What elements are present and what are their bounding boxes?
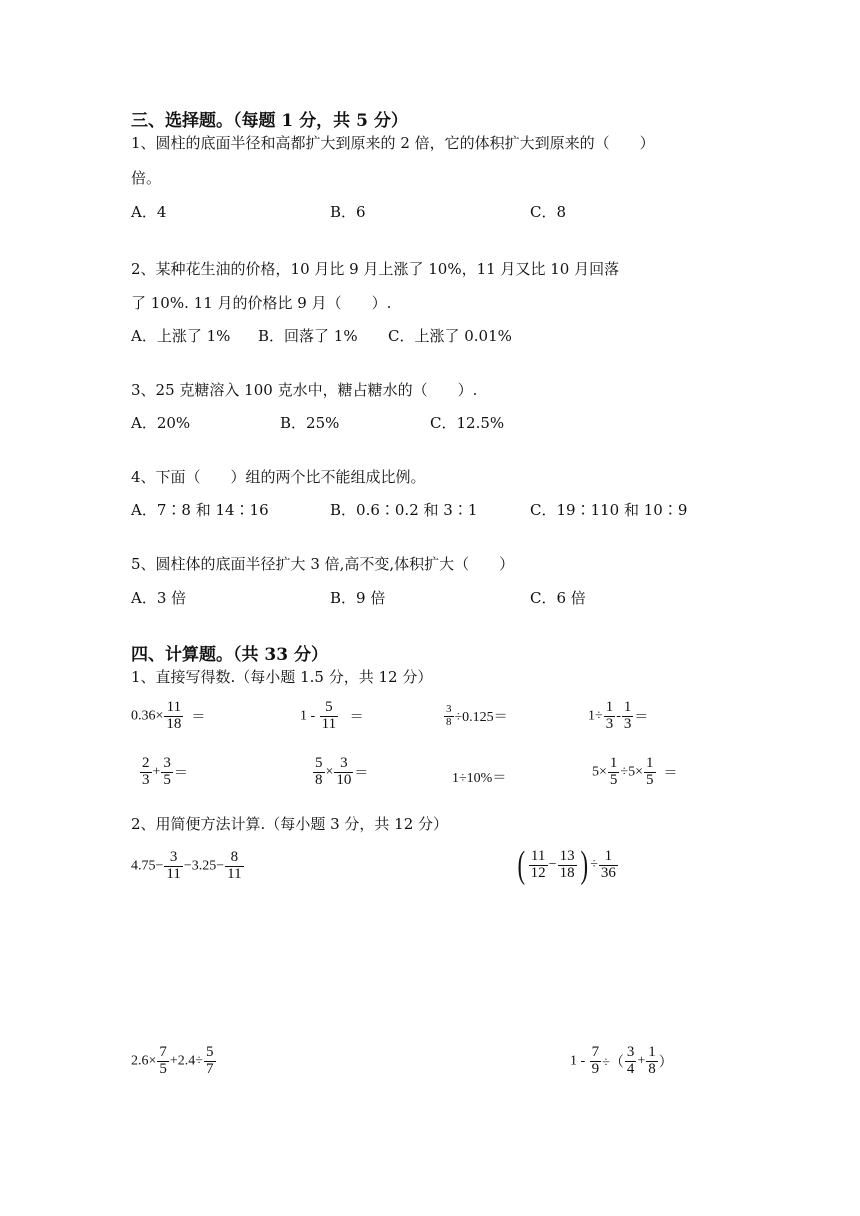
numerator: 1 <box>605 699 614 715</box>
fraction <box>529 849 548 882</box>
part1-title: 1、直接写得数.（每小题 1.5 分，共 12 分） <box>131 668 433 686</box>
numerator: 3 <box>446 703 452 715</box>
denominator: 11 <box>166 865 181 882</box>
equals: ＝ <box>173 766 188 782</box>
fraction <box>622 700 634 733</box>
denominator: 3 <box>605 715 614 732</box>
operator: ÷ <box>590 857 598 872</box>
q1-option-a: A．4 <box>131 203 167 221</box>
fraction <box>644 756 656 789</box>
fraction <box>164 850 182 883</box>
denominator: 18 <box>559 864 575 881</box>
denominator: 8 <box>446 715 452 728</box>
numerator: 3 <box>169 849 178 865</box>
denominator: 7 <box>206 1060 214 1077</box>
q4-option-a: A．7∶8 和 14∶16 <box>131 501 269 519</box>
denominator: 12 <box>530 864 546 881</box>
numerator: 3 <box>163 755 171 771</box>
q1-option-c: C．8 <box>530 203 567 221</box>
denominator: 3 <box>142 771 150 788</box>
numerator: 1 <box>604 847 613 864</box>
q4-option-c: C．19∶110 和 10∶9 <box>530 501 688 519</box>
fraction <box>444 704 454 728</box>
numerator: 2 <box>142 755 150 771</box>
numerator: 3 <box>626 1044 635 1060</box>
denominator: 8 <box>648 1060 656 1077</box>
operator: × <box>325 764 334 780</box>
fraction <box>590 1045 602 1078</box>
expr-4-pre: 1÷ <box>588 708 603 724</box>
numerator: 5 <box>325 699 333 715</box>
q2-text: 2、某种花生油的价格，10 月比 9 月上涨了 10%，11 月又比 10 月回落 <box>131 260 620 278</box>
denominator: 8 <box>315 771 323 788</box>
numerator: 13 <box>559 847 575 864</box>
equals: ＝ <box>349 710 364 726</box>
q2-text-cont: 了 10%. 11 月的价格比 9 月（ ）. <box>131 294 392 312</box>
numerator: 1 <box>623 699 632 715</box>
expr-3-post: ÷0.125＝ <box>454 710 508 726</box>
calc-3-pre: 2.6× <box>131 1053 157 1069</box>
q3-option-b: B．25% <box>280 414 340 432</box>
operator: − <box>548 857 557 872</box>
denominator: 18 <box>166 715 182 732</box>
calc-4 <box>570 1045 673 1078</box>
fraction <box>157 1045 169 1078</box>
fraction <box>608 756 620 789</box>
equals: ＝ <box>191 710 206 726</box>
calc-2 <box>515 846 619 884</box>
numerator: 1 <box>648 1044 656 1060</box>
q2-option-c: C．上涨了 0.01% <box>388 327 512 345</box>
section3-title: 三、选择题。（每题 1 分，共 5 分） <box>131 111 408 131</box>
fraction <box>334 756 353 789</box>
q5-text: 5、圆柱体的底面半径扩大 3 倍,高不变,体积扩大（ ） <box>131 555 515 573</box>
q3-text: 3、25 克糖溶入 100 克水中，糖占糖水的（ ）. <box>131 381 478 399</box>
numerator: 1 <box>609 755 618 771</box>
q1-text-cont: 倍。 <box>131 169 162 187</box>
expr-8-pre: 5× <box>592 764 607 780</box>
denominator: 11 <box>321 715 337 732</box>
operator: + <box>637 1053 646 1069</box>
numerator: 1 <box>646 755 654 771</box>
fraction <box>204 1045 216 1078</box>
numerator: 5 <box>315 755 323 771</box>
q4-text: 4、下面（ ）组的两个比不能组成比例。 <box>131 468 426 486</box>
operator: + <box>152 764 161 780</box>
fraction <box>625 1045 637 1078</box>
denominator: 11 <box>227 865 242 882</box>
expr-8 <box>592 756 678 789</box>
expr-3 <box>443 704 508 728</box>
denominator: 3 <box>623 715 632 732</box>
denominator: 36 <box>600 864 616 881</box>
denominator: 10 <box>336 771 352 788</box>
numerator: 11 <box>530 847 546 864</box>
numerator: 3 <box>340 755 348 771</box>
numerator: 7 <box>591 1044 600 1060</box>
denominator: 5 <box>159 1060 167 1077</box>
equals: ＝ <box>663 766 678 782</box>
q3-option-a: A．20% <box>131 414 191 432</box>
q3-option-c: C．12.5% <box>430 414 505 432</box>
equals: ＝ <box>354 766 369 782</box>
part2-title: 2、用简便方法计算.（每小题 3 分，共 12 分） <box>131 815 449 833</box>
calc-4-pre: 1 - <box>570 1053 586 1069</box>
right-paren: ) <box>580 844 588 886</box>
equals: ＝ <box>634 710 649 726</box>
right-paren: ） <box>658 1055 673 1071</box>
expr-7: 1÷10%＝ <box>452 771 507 786</box>
expr-4 <box>588 700 648 733</box>
q1-option-b: B．6 <box>330 203 366 221</box>
denominator: 5 <box>609 771 618 788</box>
left-paren: ( <box>517 844 526 886</box>
fraction <box>599 849 618 882</box>
q5-option-b: B．9 倍 <box>330 589 386 607</box>
denominator: 9 <box>591 1060 600 1077</box>
q1-text: 1、圆柱的底面半径和高都扩大到原来的 2 倍，它的体积扩大到原来的（ ） <box>131 134 655 152</box>
q4-option-b: B．0.6∶0.2 和 3∶1 <box>330 501 478 519</box>
fraction <box>140 756 152 789</box>
expr-1-pre: 0.36× <box>131 708 164 724</box>
q5-option-a: A．3 倍 <box>131 589 187 607</box>
expr-1 <box>131 700 205 733</box>
fraction <box>225 850 243 883</box>
denominator: 5 <box>646 771 654 788</box>
section4-title: 四、计算题。（共 33 分） <box>131 645 328 665</box>
numerator: 7 <box>159 1044 167 1060</box>
expr-5 <box>139 756 188 789</box>
denominator: 5 <box>163 771 171 788</box>
calc-1-pre: 4.75− <box>131 858 164 874</box>
numerator: 5 <box>206 1044 214 1060</box>
numerator: 11 <box>166 699 182 715</box>
fraction <box>313 756 325 789</box>
denominator: 4 <box>626 1060 635 1077</box>
expr-6 <box>312 756 368 789</box>
fraction <box>164 700 183 733</box>
fraction <box>320 700 338 733</box>
fraction <box>646 1045 658 1078</box>
calc-3 <box>131 1045 217 1078</box>
operator: +2.4÷ <box>169 1053 203 1069</box>
operator: ÷（ <box>602 1055 624 1071</box>
operator: −3.25− <box>183 858 225 874</box>
fraction <box>161 756 173 789</box>
operator: ÷5× <box>620 764 643 780</box>
expr-2-pre: 1 - <box>300 708 316 724</box>
q5-option-c: C．6 倍 <box>530 589 586 607</box>
numerator: 8 <box>230 849 239 865</box>
fraction <box>558 849 577 882</box>
fraction <box>604 700 616 733</box>
expr-2 <box>300 700 364 733</box>
q2-option-b: B．回落了 1% <box>258 327 358 345</box>
q2-option-a: A．上涨了 1% <box>131 327 231 345</box>
operator: - <box>616 708 621 724</box>
calc-1 <box>131 850 245 883</box>
